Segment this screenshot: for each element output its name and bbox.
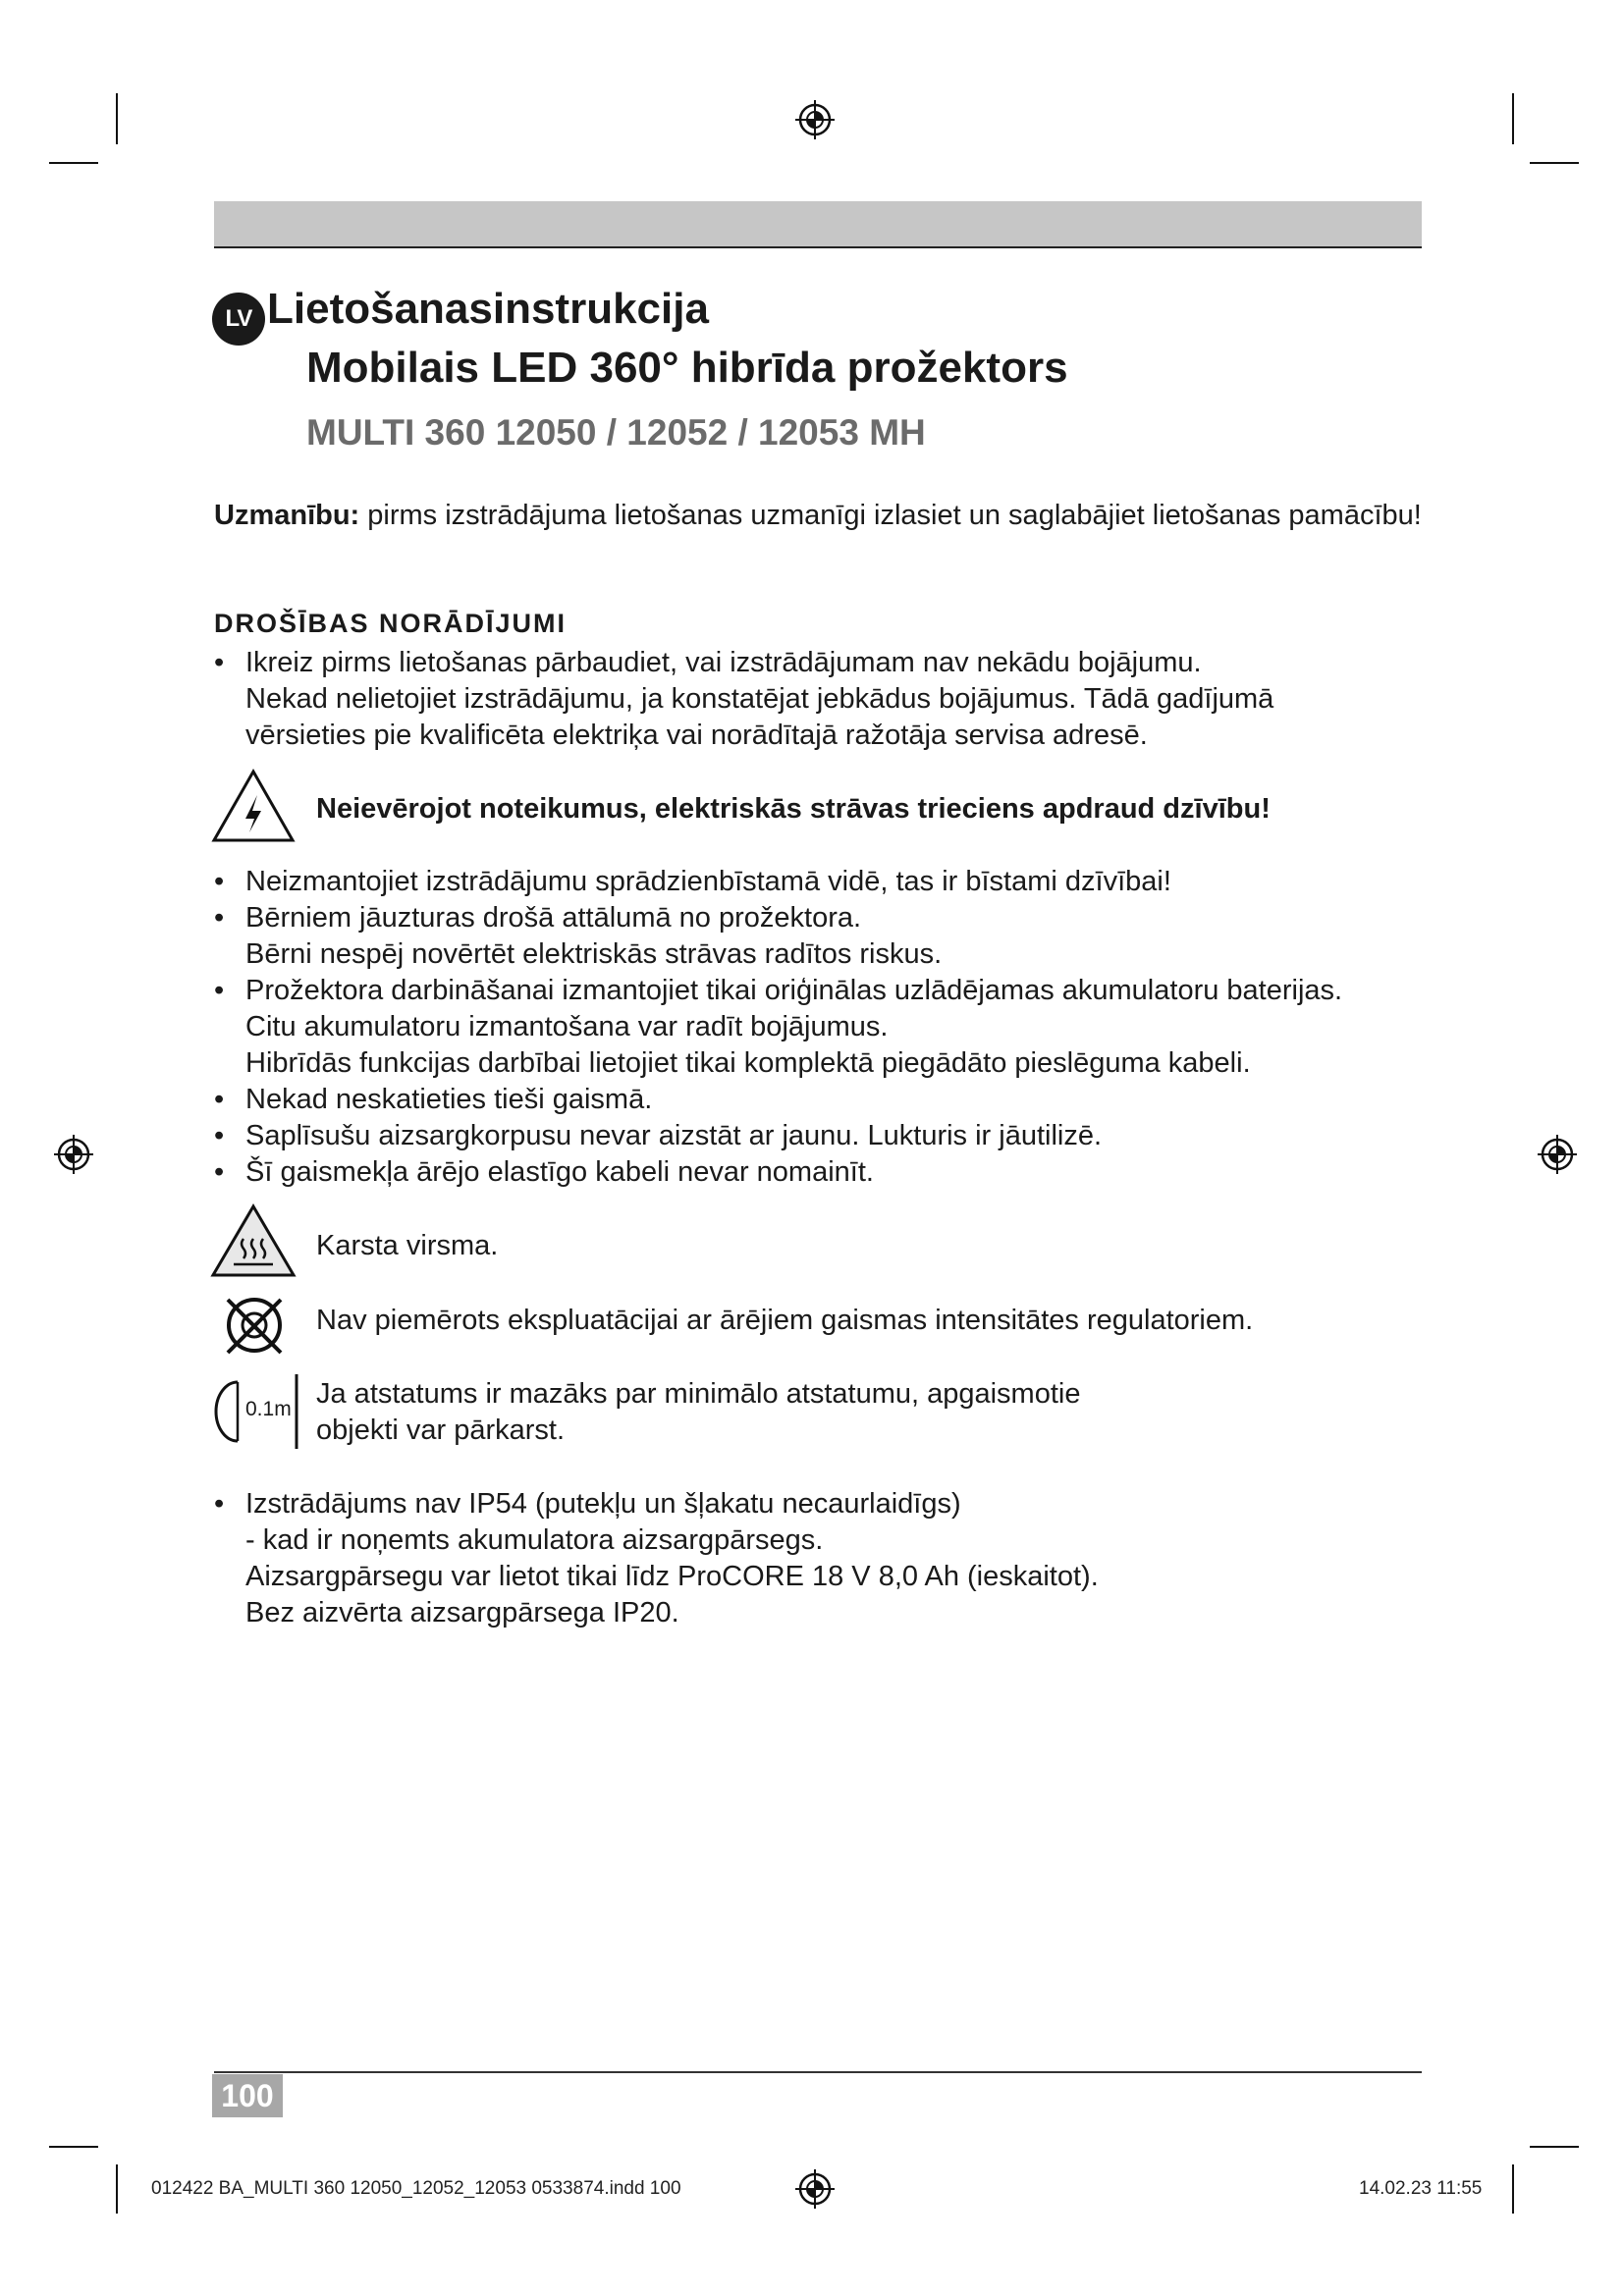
list-line: Nekad neskatieties tieši gaismā. [245, 1084, 653, 1115]
registration-mark-icon [52, 1133, 95, 1176]
crop-mark [1530, 162, 1579, 164]
list-item [214, 1154, 1342, 1191]
list-line: Saplīsušu aizsargkorpusu nevar aizstāt ar jaunu. Lukturis ir jāutilizē. [245, 1120, 1103, 1151]
attention-text: pirms izstrādājuma lietošanas uzmanīgi izlasiet un saglabājiet lietošanas pamācību! [359, 500, 1422, 531]
safety-list-3 [214, 1486, 1099, 1631]
attention-label: Uzmanību: [214, 500, 360, 531]
list-item [214, 1118, 1342, 1154]
hot-surface-icon [210, 1203, 297, 1278]
bullet: • [214, 1488, 225, 1520]
list-line: - kad ir noņemts akumulatora aizsargpārsegs. [245, 1524, 824, 1556]
registration-mark-icon [793, 98, 837, 141]
list-line: Citu akumulatoru izmantošana var radīt bojājumus. [245, 1011, 889, 1042]
list-line: Bērni nespēj novērtēt elektriskās strāvas radītos riskus. [245, 938, 943, 970]
safety-list-1 [214, 645, 1273, 754]
no-dimmer-icon [222, 1292, 287, 1359]
list-line: Hibrīdās funkcijas darbībai lietojiet tikai komplektā piegādāto pieslēguma kabeli. [245, 1047, 1251, 1079]
no-dimmer-text: Nav piemērots ekspluatācijai ar ārējiem gaismas intensitātes regulatoriem. [316, 1305, 1254, 1336]
list-item [214, 1486, 1099, 1631]
print-date-time: 14.02.23 11:55 [1359, 2178, 1483, 2199]
crop-mark [1530, 2146, 1579, 2148]
crop-mark [116, 2164, 118, 2214]
list-item [214, 864, 1342, 900]
hot-surface-text: Karsta virsma. [316, 1230, 499, 1261]
safety-list-2 [214, 864, 1342, 1191]
crop-mark [1512, 2164, 1514, 2214]
electric-warning-text: Neievērojot noteikumus, elektriskās strāvas trieciens apdraud dzīvību! [316, 793, 1271, 825]
minimum-distance-label: 0.1m [245, 1398, 292, 1420]
list-item [214, 973, 1342, 1082]
bullet: • [214, 1120, 225, 1151]
registration-mark-icon [1536, 1133, 1579, 1176]
list-line: Ikreiz pirms lietošanas pārbaudiet, vai izstrādājumam nav nekādu bojājumu. [245, 647, 1202, 678]
model-number: MULTI 360 12050 / 12052 / 12053 MH [306, 412, 926, 453]
crop-mark [49, 2146, 98, 2148]
list-item [214, 1082, 1342, 1118]
bullet: • [214, 1156, 225, 1188]
minimum-distance-text-line1: Ja atstatums ir mazāks par minimālo atstatumu, apgaismotie [316, 1378, 1081, 1410]
product-title: Mobilais LED 360° hibrīda prožektors [306, 344, 1068, 392]
print-file-info: 012422 BA_MULTI 360 12050_12052_12053 0533874.indd 100 [151, 2178, 681, 2199]
bullet: • [214, 975, 225, 1006]
list-line: Prožektora darbināšanai izmantojiet tikai oriģinālas uzlādējamas akumulatoru baterijas. [245, 975, 1343, 1006]
list-line: Izstrādājums nav IP54 (putekļu un šļakatu necaurlaidīgs) [245, 1488, 961, 1520]
crop-mark [49, 162, 98, 164]
list-line: Bērniem jāuzturas drošā attālumā no prožektora. [245, 902, 862, 934]
list-item [214, 900, 1342, 973]
bullet: • [214, 647, 225, 678]
bullet: • [214, 866, 225, 897]
header-bar [214, 201, 1422, 248]
minimum-distance-text-line2: objekti var pārkarst. [316, 1415, 566, 1446]
crop-mark [116, 93, 118, 144]
list-line: vērsieties pie kvalificēta elektriķa vai norādītajā ražotāja servisa adresē. [245, 720, 1148, 751]
language-badge: LV [212, 293, 265, 346]
list-line: Aizsargpārsegu var lietot tikai līdz ProCORE 18 V 8,0 Ah (ieskaitot). [245, 1561, 1099, 1592]
electric-shock-warning-icon [210, 768, 297, 844]
list-line: Neizmantojiet izstrādājumu sprādzienbīstamā vidē, tas ir bīstami dzīvībai! [245, 866, 1171, 897]
footer-rule [214, 2071, 1422, 2073]
list-line: Šī gaismekļa ārējo elastīgo kabeli nevar nomainīt. [245, 1156, 874, 1188]
registration-mark-icon [793, 2167, 837, 2211]
bullet: • [214, 1084, 225, 1115]
bullet: • [214, 902, 225, 934]
list-item [214, 645, 1273, 754]
document-title: Lietošanasinstrukcija [267, 285, 709, 333]
section-heading: DROŠĪBAS NORĀDĪJUMI [214, 609, 568, 638]
page-number: 100 [212, 2074, 283, 2117]
crop-mark [1512, 93, 1514, 144]
list-line: Nekad nelietojiet izstrādājumu, ja konstatējat jebkādus bojājumus. Tādā gadījumā [245, 683, 1274, 715]
attention-paragraph [214, 498, 1422, 534]
list-line: Bez aizvērta aizsargpārsega IP20. [245, 1597, 679, 1629]
